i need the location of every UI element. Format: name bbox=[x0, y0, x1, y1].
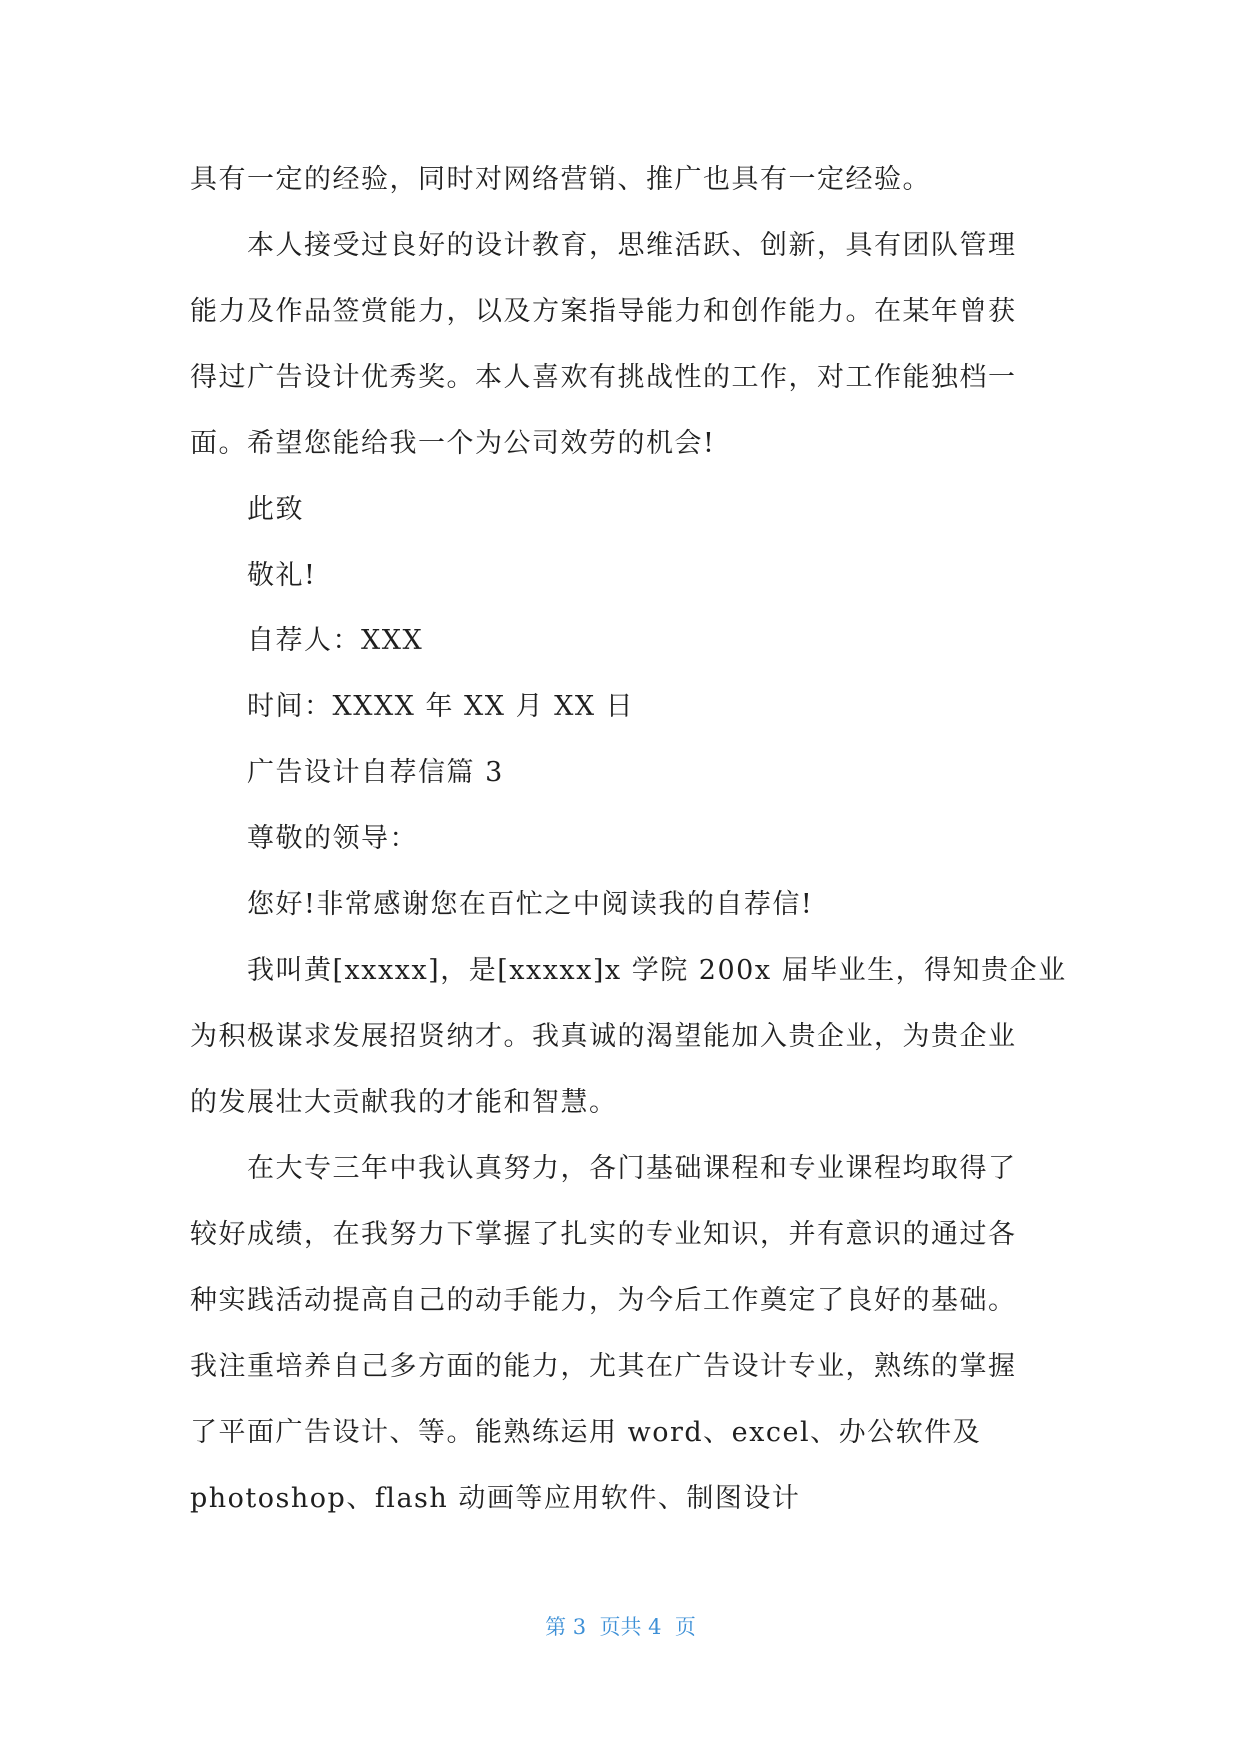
page-number-footer: 第 3 页共 4 页 bbox=[545, 1615, 696, 1639]
text-line: 我注重培养自己多方面的能力，尤其在广告设计专业，熟练的掌握 bbox=[190, 1351, 1017, 1382]
text-line: 较好成绩，在我努力下掌握了扎实的专业知识，并有意识的通过各 bbox=[190, 1219, 1017, 1250]
text-line: 面。希望您能给我一个为公司效劳的机会! bbox=[190, 428, 716, 459]
date-line: 时间：XXXX 年 XX 月 XX 日 bbox=[247, 691, 635, 722]
paragraph-first-line: 本人接受过良好的设计教育，思维活跃、创新，具有团队管理 bbox=[247, 230, 1017, 261]
text-line: 得过广告设计优秀奖。本人喜欢有挑战性的工作，对工作能独档一 bbox=[190, 362, 1017, 393]
text-line: 的发展壮大贡献我的才能和智慧。 bbox=[190, 1087, 618, 1118]
text-line: 种实践活动提高自己的动手能力，为今后工作奠定了良好的基础。 bbox=[190, 1285, 1017, 1316]
text-line: 了平面广告设计、等。能熟练运用 word、excel、办公软件及 bbox=[190, 1417, 982, 1448]
text-line: 能力及作品签赏能力，以及方案指导能力和创作能力。在某年曾获 bbox=[190, 296, 1017, 327]
text-line: photoshop、flash 动画等应用软件、制图设计 bbox=[190, 1483, 801, 1514]
closing-regards: 敬礼! bbox=[247, 560, 317, 591]
opening-line: 您好!非常感谢您在百忙之中阅读我的自荐信! bbox=[247, 889, 814, 920]
paragraph-first-line: 我叫黄[xxxxx]，是[xxxxx]x 学院 200x 届毕业生，得知贵企业 bbox=[247, 955, 1067, 986]
text-line: 为积极谋求发展招贤纳才。我真诚的渴望能加入贵企业，为贵企业 bbox=[190, 1021, 1017, 1052]
paragraph-first-line: 在大专三年中我认真努力，各门基础课程和专业课程均取得了 bbox=[247, 1153, 1017, 1184]
section-title: 广告设计自荐信篇 3 bbox=[247, 757, 504, 788]
text-line: 具有一定的经验，同时对网络营销、推广也具有一定经验。 bbox=[190, 164, 931, 195]
greeting: 尊敬的领导： bbox=[247, 823, 418, 854]
signature-line: 自荐人：XXX bbox=[247, 625, 424, 656]
closing-salutation: 此致 bbox=[247, 494, 304, 525]
